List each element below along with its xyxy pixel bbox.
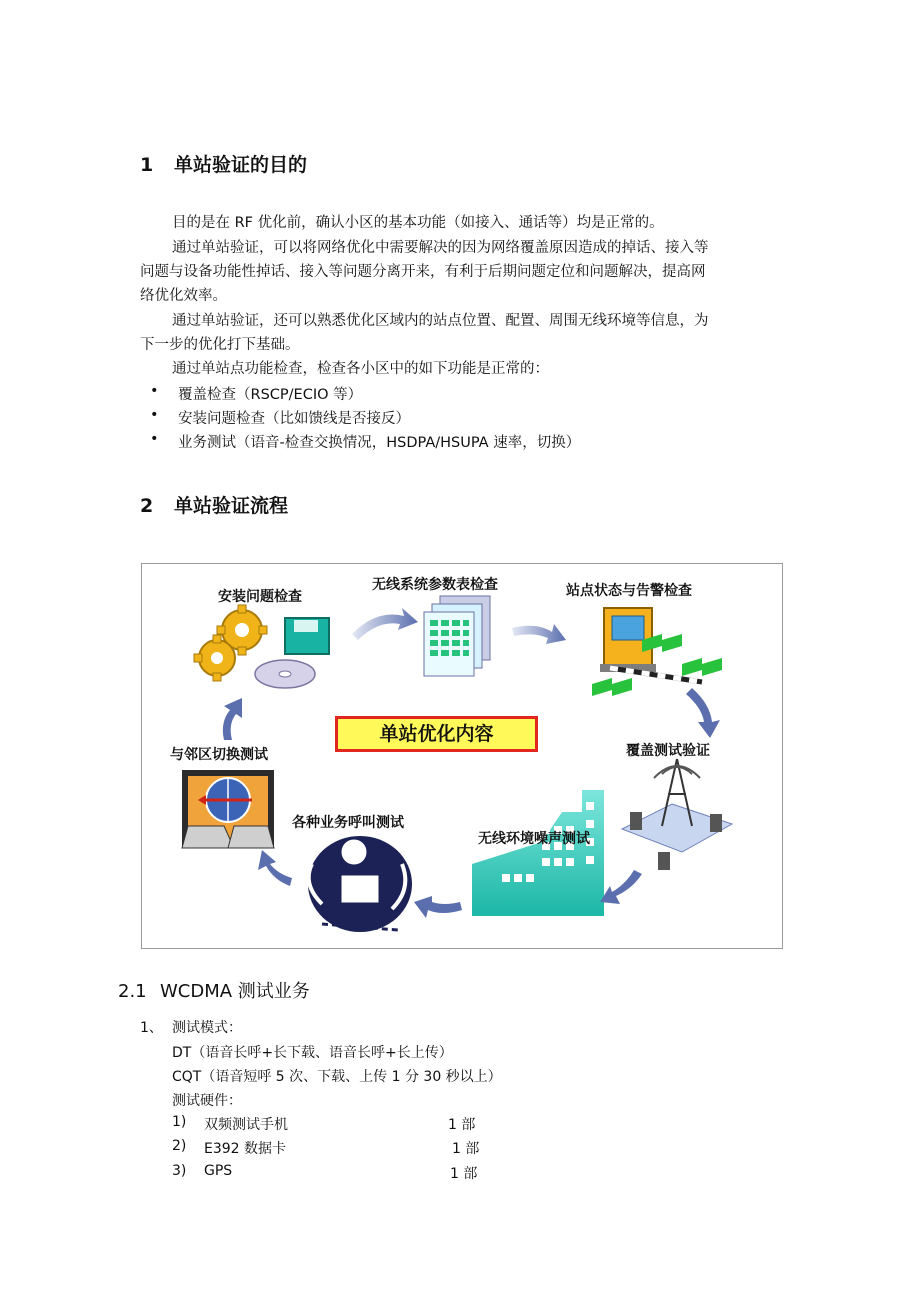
section-1-number: 1 (140, 154, 154, 176)
cd-disc-icon (255, 660, 315, 688)
paragraph-line: 通过单站验证，还可以熟悉优化区域内的站点位置、配置、周围无线环境等信息，为 (172, 313, 709, 329)
hardware-qty: 1 部 (448, 1117, 476, 1133)
section-2-1-title: WCDMA 测试业务 (160, 981, 310, 1002)
coverage-tower-icon (622, 759, 732, 870)
section-2-1-number: 2.1 (118, 981, 147, 1002)
business-person-icon (308, 836, 412, 932)
test-line: DT（语音长呼+长下载、语音长呼+长上传） (172, 1045, 453, 1061)
flow-arrow (352, 608, 418, 640)
parameter-sheets-icon (424, 596, 490, 676)
step-handover-label: 与邻区切换测试 (170, 747, 268, 763)
step-params-label: 无线系统参数表检查 (372, 577, 498, 593)
toll-gate-icon (592, 608, 722, 696)
list-item-number: 1、 (140, 1020, 163, 1036)
bullet-item (150, 383, 363, 404)
test-line: CQT（语音短呼 5 次、下载、上传 1 分 30 秒以上） (172, 1069, 502, 1085)
list-item-label: 测试模式： (172, 1020, 242, 1036)
laptops-globe-icon (182, 770, 274, 848)
bullet-text: 业务测试（语音-检查交换情况，HSDPA/HSUPA 速率，切换） (178, 435, 581, 451)
bullet-text: 安装问题检查（比如馈线是否接反） (178, 411, 410, 427)
paragraph-line: 通过单站验证，可以将网络优化中需要解决的因为网络覆盖原因造成的掉话、接入等 (172, 240, 709, 256)
hardware-qty: 1 部 (452, 1141, 480, 1157)
flow-arrow (414, 896, 462, 918)
paragraph-line: 络优化效率。 (140, 288, 227, 304)
bullet-dot: • (150, 407, 159, 423)
hardware-name: E392 数据卡 (204, 1141, 287, 1157)
hardware-name: 双频测试手机 (204, 1117, 288, 1133)
test-line: 测试硬件： (172, 1093, 242, 1109)
hardware-name: GPS (204, 1163, 233, 1179)
step-noise-label: 无线环境噪声测试 (478, 831, 590, 847)
bullet-item (150, 431, 581, 452)
step-calls-label: 各种业务呼叫测试 (292, 815, 404, 831)
paragraph-line: 下一步的优化打下基础。 (140, 337, 300, 353)
flow-arrow (223, 698, 242, 740)
bullet-dot: • (150, 383, 159, 399)
building-icon (472, 790, 604, 916)
hardware-num: 3) (172, 1163, 187, 1179)
hardware-num: 1) (172, 1114, 187, 1130)
section-1-heading (140, 150, 307, 177)
paragraph-line: 目的是在 RF 优化前，确认小区的基本功能（如接入、通话等）均是正常的。 (172, 215, 664, 231)
step-coverage-label: 覆盖测试验证 (626, 743, 710, 759)
flow-arrow (512, 624, 566, 644)
floppy-disk-icon (285, 618, 329, 654)
section-1-title: 单站验证的目的 (174, 154, 308, 176)
flow-arrow (258, 850, 292, 886)
step-install-label: 安装问题检查 (218, 589, 302, 605)
section-2-1-heading (118, 977, 310, 1003)
hardware-num: 2) (172, 1138, 187, 1154)
center-title-box: 单站优化内容 (335, 716, 538, 752)
bullet-item (150, 407, 410, 428)
section-2-title: 单站验证流程 (174, 495, 289, 517)
paragraph-line: 通过单站点功能检查，检查各小区中的如下功能是正常的： (172, 361, 549, 377)
paragraph-line: 问题与设备功能性掉话、接入等问题分离开来，有利于后期问题定位和问题解决，提高网 (140, 264, 706, 280)
step-alarm-label: 站点状态与告警检查 (566, 583, 692, 599)
bullet-text: 覆盖检查（RSCP/ECIO 等） (178, 387, 363, 403)
bullet-dot: • (150, 431, 159, 447)
process-diagram (141, 563, 783, 949)
flow-arrow (600, 870, 642, 904)
flow-arrow (686, 688, 720, 738)
section-2-number: 2 (140, 495, 154, 517)
hardware-qty: 1 部 (450, 1166, 478, 1182)
section-2-heading (140, 491, 288, 518)
